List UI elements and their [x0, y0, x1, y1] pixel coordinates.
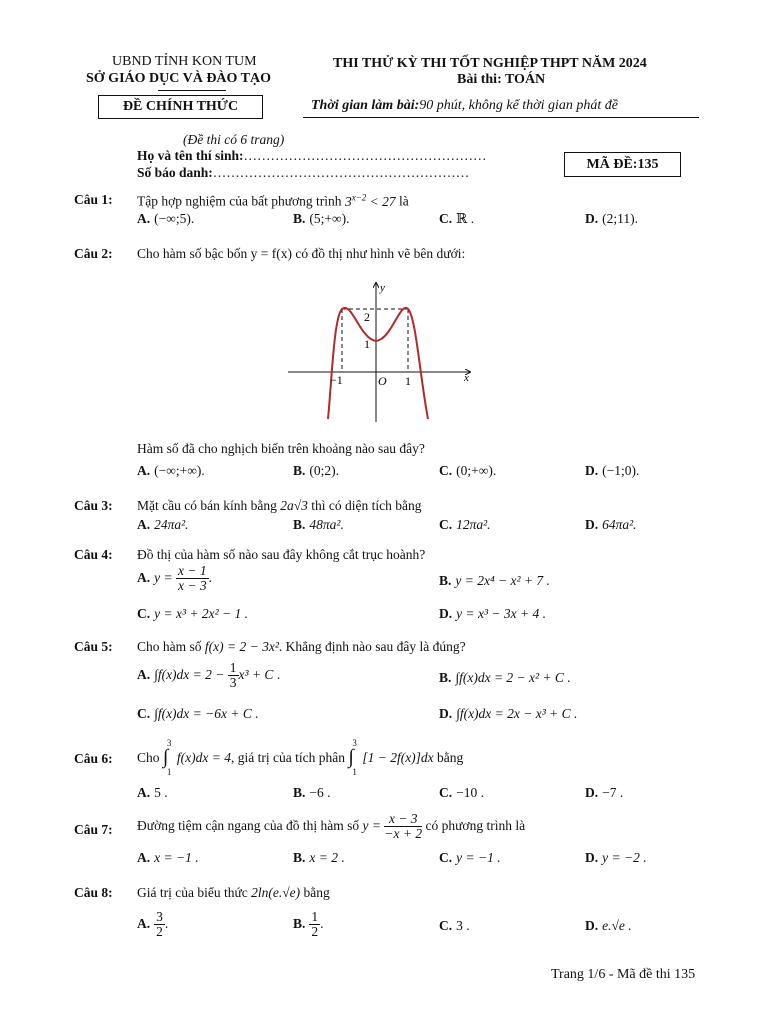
q7-text: Đường tiệm cận ngang của đồ thị hàm số y = $\frac{x - 3}{-x + 2}$ có phương trình là: [137, 811, 526, 842]
q2-option-d: D. (−1;0).: [585, 463, 640, 478]
q5-option-d: D. ∫f(x)dx = 2x − x³ + C .: [439, 706, 578, 721]
q5-label: Câu 5:: [74, 639, 113, 654]
official-badge: ĐỀ CHÍNH THỨC: [98, 95, 263, 119]
time-underline: [303, 117, 699, 118]
q1-label: Câu 1:: [74, 192, 113, 207]
q3-text: Mặt cầu có bán kính bằng 2a√3 thì có diện tích bằng: [137, 498, 422, 513]
page-count-note: (Đề thi có 6 trang): [183, 132, 285, 147]
q5-option-b: B. ∫f(x)dx = 2 − x² + C .: [439, 670, 571, 685]
exam-subject: Bài thi: TOÁN: [457, 72, 546, 87]
quartic-graph: [284, 277, 484, 427]
q2-text: Cho hàm số bậc bốn y = f(x) có đồ thị như hình vẽ bên dưới:: [137, 246, 466, 261]
q2-subtext: Hàm số đã cho nghịch biến trên khoảng nào sau đây?: [137, 441, 425, 456]
q3-option-a: A. 24πa².: [137, 517, 189, 532]
q4-option-b: B. y = 2x⁴ − x² + 7 .: [439, 573, 550, 588]
ministry-underline: [158, 90, 226, 91]
page-footer: Trang 1/6 - Mã đề thi 135: [551, 967, 696, 982]
q7-option-d: D. y = −2 .: [585, 850, 647, 865]
q4-label: Câu 4:: [74, 547, 113, 562]
q3-option-b: B. 48πa².: [293, 517, 344, 532]
candidate-id: Số báo danh:…………………………………………………: [137, 165, 470, 180]
q1-option-b: B. (5;+∞).: [293, 211, 350, 226]
exam-time: Thời gian làm bài:90 phút, không kể thời gian phát đề: [311, 98, 619, 113]
curve: [328, 308, 428, 419]
q4-option-c: C. y = x³ + 2x² − 1 .: [137, 606, 249, 621]
q1-option-d: D. (2;11).: [585, 211, 638, 226]
q8-option-a: A. $\frac{3}{2}$ .: [137, 909, 169, 940]
x-axis-label: x: [464, 372, 469, 384]
tick-pos1: 1: [405, 374, 411, 388]
q2-option-a: A. (−∞;+∞).: [137, 463, 205, 478]
q1-option-c: C. ℝ .: [439, 211, 475, 226]
q3-option-d: D. 64πa².: [585, 517, 637, 532]
tick-neg1: −1: [330, 373, 343, 387]
q8-option-d: D. e.√e .: [585, 918, 632, 933]
q8-option-c: C. 3 .: [439, 918, 470, 933]
q4-text: Đồ thị của hàm số nào sau đây không cắt trục hoành?: [137, 547, 426, 562]
q1-option-a: A. (−∞;5).: [137, 211, 195, 226]
q1-text: Tập hợp nghiệm của bất phương trình $3^{x-2} < 27$ là: [137, 192, 409, 209]
dept-name: UBND TỈNH KON TUM: [112, 54, 257, 69]
exam-code: MÃ ĐỀ:135: [564, 152, 681, 177]
q8-label: Câu 8:: [74, 885, 113, 900]
q2-label: Câu 2:: [74, 246, 113, 261]
q2-option-b: B. (0;2).: [293, 463, 340, 478]
q8-option-b: B. $\frac{1}{2}$ .: [293, 909, 324, 940]
q5-option-c: C. ∫f(x)dx = −6x + C .: [137, 706, 259, 721]
origin-label: O: [378, 374, 387, 388]
q6-option-b: B. −6 .: [293, 785, 331, 800]
q6-option-d: D. −7 .: [585, 785, 624, 800]
q3-label: Câu 3:: [74, 498, 113, 513]
q7-label: Câu 7:: [74, 822, 113, 837]
tick-y2: 2: [364, 310, 370, 324]
q6-label: Câu 6:: [74, 751, 113, 766]
q6-option-a: A. 5 .: [137, 785, 168, 800]
q7-option-c: C. y = −1 .: [439, 850, 501, 865]
candidate-name: Họ và tên thí sinh:………………………………………………: [137, 148, 487, 163]
q2-option-c: C. (0;+∞).: [439, 463, 497, 478]
q7-option-b: B. x = 2 .: [293, 850, 345, 865]
q6-option-c: C. −10 .: [439, 785, 484, 800]
q5-text: Cho hàm số f(x) = 2 − 3x². Khẳng định nào sau đây là đúng?: [137, 639, 466, 654]
q4-option-a: A. y = $\frac{x - 1}{x - 3}$ .: [137, 563, 212, 594]
exam-title: THI THỬ KỲ THI TỐT NGHIỆP THPT NĂM 2024: [333, 56, 647, 71]
y-axis-label: y: [380, 282, 385, 294]
q5-option-a: A. ∫f(x)dx = 2 − $\frac{1}{3}$ x³ + C .: [137, 660, 281, 691]
q6-text: Cho 3 ∫ 1 f(x)dx = 4, giá trị của tích phân 3 ∫ 1 [1 − 2f(x)]dx bằng: [137, 738, 464, 777]
q4-option-d: D. y = x³ − 3x + 4 .: [439, 606, 546, 621]
q7-option-a: A. x = −1 .: [137, 850, 199, 865]
ministry-name: SỞ GIÁO DỤC VÀ ĐÀO TẠO: [86, 71, 272, 86]
tick-y1: 1: [364, 337, 370, 351]
q3-option-c: C. 12πa².: [439, 517, 491, 532]
q8-text: Giá trị của biểu thức 2ln(e.√e) bằng: [137, 885, 330, 900]
